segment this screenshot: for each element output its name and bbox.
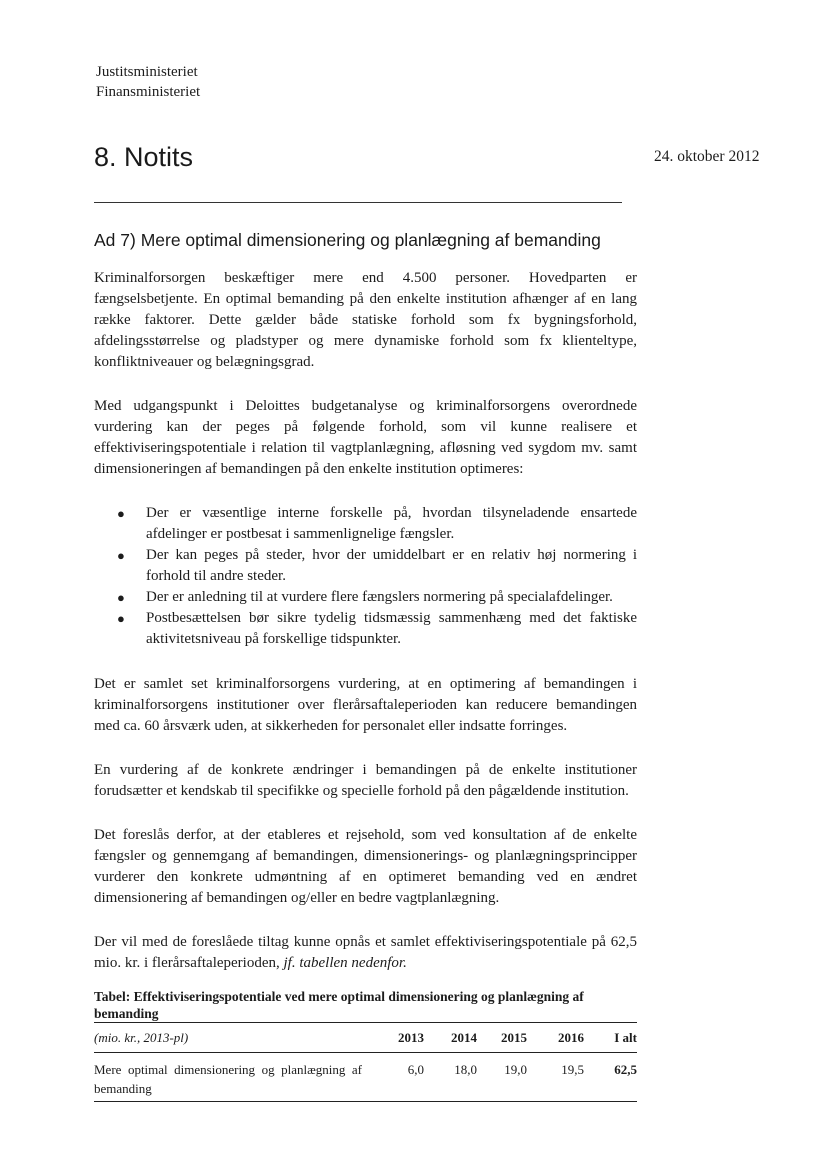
bullet-icon: ● — [117, 590, 125, 605]
list-item-text: Postbesættelsen bør sikre tydelig tidsmæssig sammenhæng med det faktiske aktivitetsniveau på forskellige tidspunkter. — [146, 610, 637, 647]
ministry-name: Justitsministeriet — [96, 64, 198, 80]
table-title: Tabel: Effektiviseringspotentiale ved mere optimal dimensionering og planlægning af bemanding — [94, 989, 584, 1021]
table-cell: 19,5 — [527, 1053, 584, 1102]
row-label: Mere optimal dimensionering og planlægning af bemanding — [94, 1053, 382, 1102]
list-item-text: Der kan peges på steder, hvor der umiddelbart er en relativ høj normering i forhold til andre steder. — [146, 547, 637, 584]
paragraph: Det foreslås derfor, at der etableres et rejsehold, som ved konsultation af de enkelte fængsler og gennemgang af bemandingen, dimensionerings- og planlægningsprincipper vurderer den konkrete udmøntning af en optimeret bemanding ved en ændret dimensionering af bemandingen og/eller en bedre vagtplanlægning. — [94, 827, 637, 906]
bullet-icon: ● — [117, 506, 125, 521]
paragraph-text: Der vil med de foreslåede tiltag kunne opnås et samlet effektiviseringspotentiale på 62,5 mio. kr. i flerårsaftaleperioden, — [94, 934, 637, 971]
table-row — [94, 1053, 637, 1102]
list-item — [94, 503, 637, 545]
bullet-icon: ● — [117, 611, 125, 626]
paragraph — [94, 932, 637, 974]
section-heading: Ad 7) Mere optimal dimensionering og planlægning af bemanding — [94, 230, 601, 250]
bullet-icon: ● — [117, 548, 125, 563]
table-cell: 18,0 — [424, 1053, 477, 1102]
paragraph: Med udgangspunkt i Deloittes budgetanalyse og kriminalforsorgens overordnede vurdering kan der peges på følgende forhold, som vil kunne realisere et effektiviseringspotentiale i relation til vagtplanlægning, afløsning ved sygdom mv. samt dimensioneringen af bemandingen på den enkelte institution optimeres: — [94, 398, 637, 477]
ministry-name: Finansministeriet — [96, 84, 201, 100]
paragraph: Kriminalforsorgen beskæftiger mere end 4.500 personer. Hovedparten er fængselsbetjente. En optimal bemanding på den enkelte institution afhænger af en lang række faktorer. Dette gælder både statiske forhold som fx bygningsforhold, afdelingsstørrelse og pladstyper og mere dynamiske forhold som fx klienteltype, konfliktniveauer og belægningsgrad. — [94, 270, 637, 370]
list-item-text: Der er væsentlige interne forskelle på, hvordan tilsyneladende ensartede afdelinger er postbesat i sammenlignelige fængsler. — [146, 505, 637, 542]
column-header: 2014 — [424, 1023, 477, 1053]
column-header: I alt — [584, 1023, 637, 1053]
page-title: 8. Notits — [94, 142, 194, 172]
column-header: 2015 — [477, 1023, 527, 1053]
document-date: 24. oktober 2012 — [654, 148, 760, 165]
header-divider — [94, 202, 622, 203]
table-total-cell: 62,5 — [584, 1053, 637, 1102]
table-cell: 19,0 — [477, 1053, 527, 1102]
bullet-list — [94, 503, 637, 650]
paragraph: Det er samlet set kriminalforsorgens vurdering, at en optimering af bemandingen i kriminalforsorgens institutioner over flerårsaftaleperioden kan reducere bemandingen med ca. 60 årsværk uden, at sikkerheden for personalet eller indsatte forringes. — [94, 676, 637, 734]
table-header-row — [94, 1023, 637, 1053]
table-unit-label: (mio. kr., 2013-pl) — [94, 1023, 382, 1053]
column-header: 2016 — [527, 1023, 584, 1053]
list-item — [94, 545, 637, 587]
table-reference: jf. tabellen nedenfor. — [283, 955, 407, 971]
efficiency-table — [94, 1022, 637, 1102]
list-item — [94, 608, 637, 650]
table-cell: 6,0 — [382, 1053, 424, 1102]
list-item-text: Der er anledning til at vurdere flere fængslers normering på specialafdelinger. — [146, 589, 613, 605]
paragraph: En vurdering af de konkrete ændringer i bemandingen på de enkelte institutioner forudsætter et kendskab til specifikke og specielle forhold på den pågældende institution. — [94, 762, 637, 799]
ministries-header — [96, 62, 200, 102]
list-item — [94, 587, 637, 608]
document-body — [94, 268, 637, 997]
column-header: 2013 — [382, 1023, 424, 1053]
